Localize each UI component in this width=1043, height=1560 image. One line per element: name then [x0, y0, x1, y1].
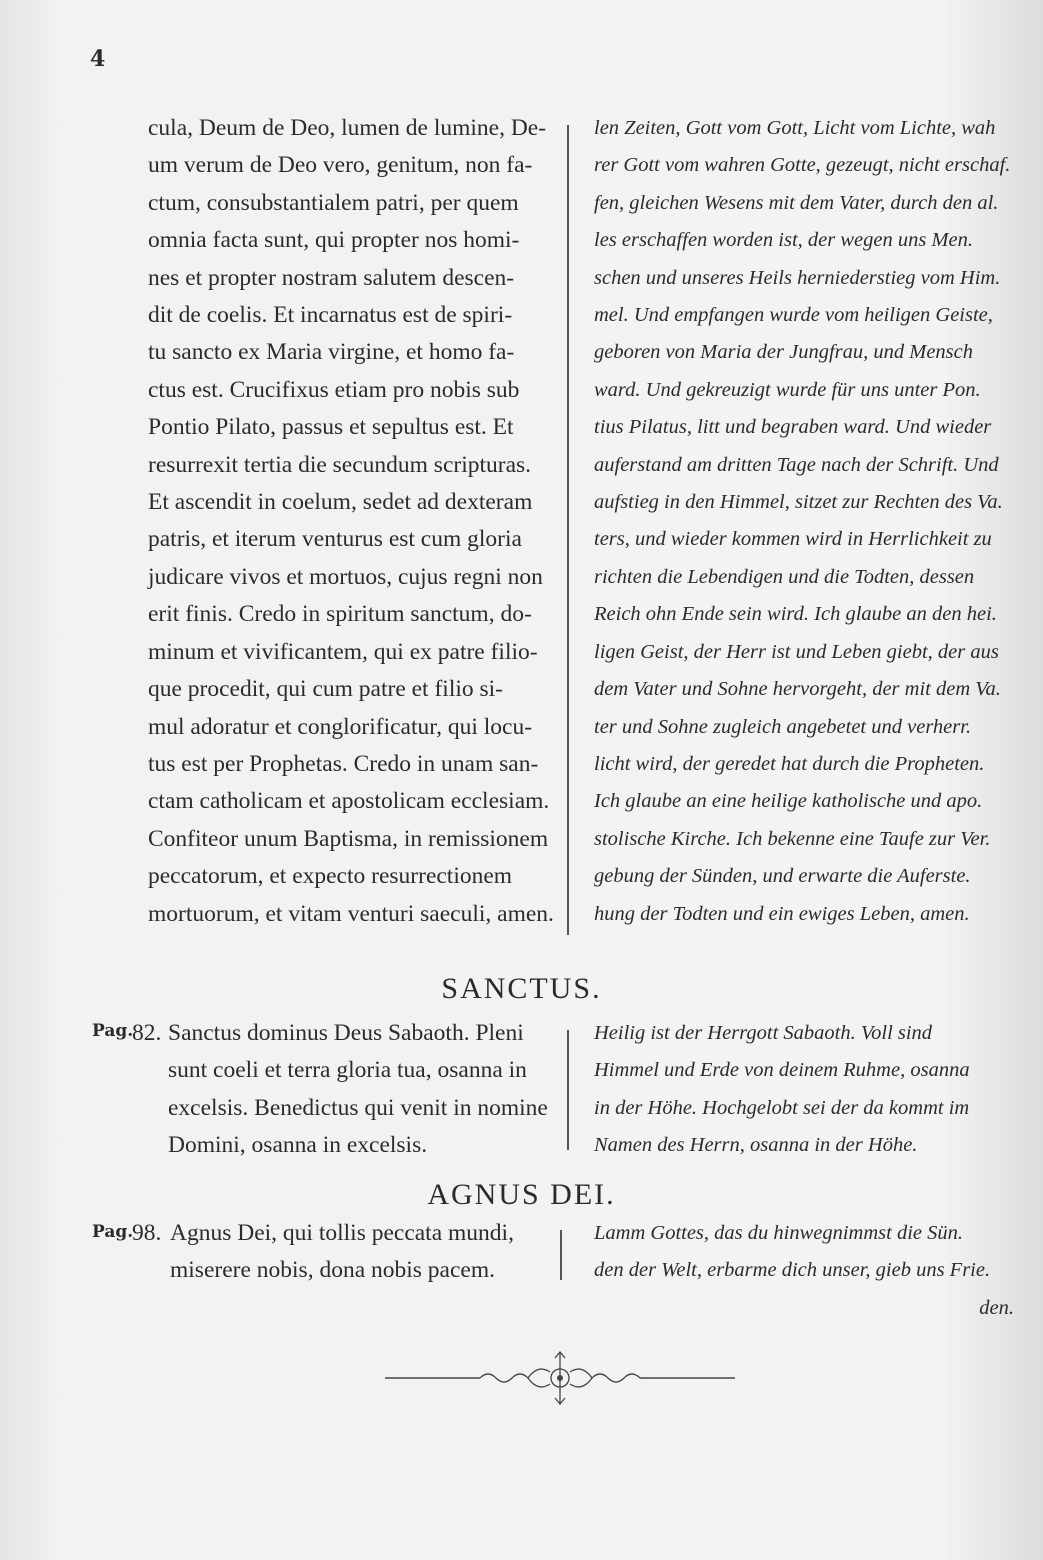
page-number: 4 — [90, 46, 106, 72]
agnus-german-line: den der Welt, erbarme dich unser, gieb uns Frie. — [594, 1259, 991, 1282]
credo-latin-line: cula, Deum de Deo, lumen de lumine, De- — [148, 115, 547, 141]
credo-latin-line: que procedit, qui cum patre et filio si- — [148, 676, 504, 703]
credo-latin-line: Confiteor unum Baptisma, in remissionem — [148, 825, 549, 852]
credo-german-line: les erschaffen worden ist, der wegen uns Men. — [594, 229, 973, 252]
agnus-german-column — [594, 1215, 1024, 1327]
credo-german-line: mel. Und empfangen wurde vom heiligen Geiste, — [594, 304, 993, 327]
credo-latin-line: mortuorum, et vitam venturi saeculi, amen. — [148, 900, 554, 927]
agnus-german-line: den. — [979, 1296, 1014, 1319]
credo-latin-line: Et ascendit in coelum, sedet ad dexteram — [148, 489, 533, 516]
sanctus-german-line: in der Höhe. Hochgelobt sei der da kommt im — [594, 1096, 970, 1119]
credo-german-line: hung der Todten und ein ewiges Leben, amen. — [594, 902, 970, 925]
agnus-latin-line: miserere nobis, dona nobis pacem. — [170, 1257, 495, 1284]
credo-latin-line: patris, et iterum venturus est cum gloria — [148, 526, 522, 553]
credo-german-line: aufstieg in den Himmel, sitzet zur Rechten des Va. — [594, 491, 1003, 514]
credo-german-line: schen und unseres Heils herniederstieg vom Him. — [594, 266, 1001, 289]
credo-latin-line: ctam catholicam et apostolicam ecclesiam. — [148, 788, 550, 815]
agnus-pag-label — [92, 1222, 133, 1242]
credo-german-line: ters, und wieder kommen wird in Herrlichkeit zu — [594, 528, 992, 551]
credo-latin-line: erit finis. Credo in spiritum sanctum, do- — [148, 601, 532, 628]
credo-german-line: ward. Und gekreuzigt wurde für uns unter Pon. — [594, 378, 981, 401]
agnus-pag-number — [132, 1215, 161, 1252]
credo-german-line: rer Gott vom wahren Gotte, gezeugt, nicht erschaf. — [594, 154, 1011, 177]
sanctus-latin-line: sunt coeli et terra gloria tua, osanna in — [168, 1057, 527, 1084]
credo-german-line: len Zeiten, Gott vom Gott, Licht vom Lichte, wah — [594, 117, 996, 139]
sanctus-german-line: Himmel und Erde von deinem Ruhme, osanna — [594, 1059, 970, 1082]
sanctus-pag-label — [92, 1021, 133, 1041]
credo-german-line: richten die Lebendigen und die Todten, dessen — [594, 565, 975, 588]
credo-latin-line: minum et vivificantem, qui ex patre filio- — [148, 638, 538, 665]
sanctus-latin-column — [168, 1015, 548, 1165]
credo-latin-line: Pontio Pilato, passus et sepultus est. Et — [148, 414, 514, 441]
sanctus-heading: SANCTUS. — [441, 972, 602, 1005]
credo-latin-line: tu sancto ex Maria virgine, et homo fa- — [148, 339, 515, 366]
sanctus-german-column — [594, 1015, 1024, 1165]
credo-latin-line: ctus est. Crucifixus etiam pro nobis sub — [148, 376, 520, 403]
sanctus-pag-number — [132, 1015, 161, 1052]
credo-german-line: licht wird, der geredet hat durch die Propheten. — [594, 752, 985, 775]
sanctus-latin-line: Sanctus dominus Deus Sabaoth. Pleni — [168, 1020, 524, 1046]
credo-german-line: tius Pilatus, litt und begraben ward. Und wieder — [594, 416, 992, 439]
credo-german-line: dem Vater und Sohne hervorgeht, der mit dem Va. — [594, 678, 1001, 701]
credo-latin-line: resurrexit tertia die secundum scripturas. — [148, 451, 532, 478]
credo-latin-line: judicare vivos et mortuos, cujus regni non — [148, 563, 543, 590]
column-divider — [567, 125, 569, 935]
credo-latin-line: um verum de Deo vero, genitum, non fa- — [148, 152, 533, 179]
credo-latin-line: omnia facta sunt, qui propter nos homi- — [148, 227, 520, 254]
column-divider — [567, 1030, 569, 1150]
credo-german-line: fen, gleichen Wesens mit dem Vater, durch den al. — [594, 191, 999, 214]
agnus-heading: AGNUS DEI. — [427, 1178, 616, 1211]
credo-german-line: Ich glaube an eine heilige katholische und apo. — [594, 790, 983, 813]
column-divider — [560, 1230, 562, 1280]
sanctus-latin-line: excelsis. Benedictus qui venit in nomine — [168, 1094, 548, 1121]
pag-number: 82. — [132, 1020, 162, 1046]
agnus-latin-column — [170, 1215, 550, 1290]
credo-german-line: ligen Geist, der Herr ist und Leben giebt, der aus — [594, 640, 999, 663]
credo-german-line: gebung der Sünden, und erwarte die Auferste. — [594, 865, 971, 888]
credo-german-line: stolische Kirche. Ich bekenne eine Taufe zur Ver. — [594, 827, 991, 850]
agnus-latin-line: Agnus Dei, qui tollis peccata mundi, — [170, 1220, 514, 1246]
credo-latin-column — [148, 110, 554, 933]
sanctus-latin-line: Domini, osanna in excelsis. — [168, 1132, 428, 1159]
credo-latin-line: ctum, consubstantialem patri, per quem — [148, 189, 519, 216]
agnus-german-line: Lamm Gottes, das du hinwegnimmst die Sün. — [594, 1222, 963, 1244]
credo-latin-line: nes et propter nostram salutem descen- — [148, 264, 515, 291]
credo-latin-line: peccatorum, et expecto resurrectionem — [148, 863, 513, 890]
credo-german-line: auferstand am dritten Tage nach der Schrift. Und — [594, 453, 999, 476]
credo-german-line: Reich ohn Ende sein wird. Ich glaube an den hei. — [594, 603, 997, 626]
pag-label: Pag. — [92, 1222, 134, 1242]
credo-latin-line: tus est per Prophetas. Credo in unam san- — [148, 750, 539, 777]
credo-latin-line: mul adoratur et conglorificatur, qui locu- — [148, 713, 533, 740]
credo-german-line: ter und Sohne zugleich angebetet und verherr. — [594, 715, 972, 738]
pag-number: 98. — [132, 1220, 162, 1246]
credo-latin-line: dit de coelis. Et incarnatus est de spiri- — [148, 302, 513, 329]
pag-label: Pag. — [92, 1021, 134, 1041]
sanctus-german-line: Namen des Herrn, osanna in der Höhe. — [594, 1134, 918, 1157]
ornament-divider-icon — [385, 1348, 735, 1408]
credo-german-column — [594, 110, 1024, 933]
credo-german-line: geboren von Maria der Jungfrau, und Mensch — [594, 341, 973, 364]
sanctus-german-line: Heilig ist der Herrgott Sabaoth. Voll sind — [594, 1022, 933, 1044]
